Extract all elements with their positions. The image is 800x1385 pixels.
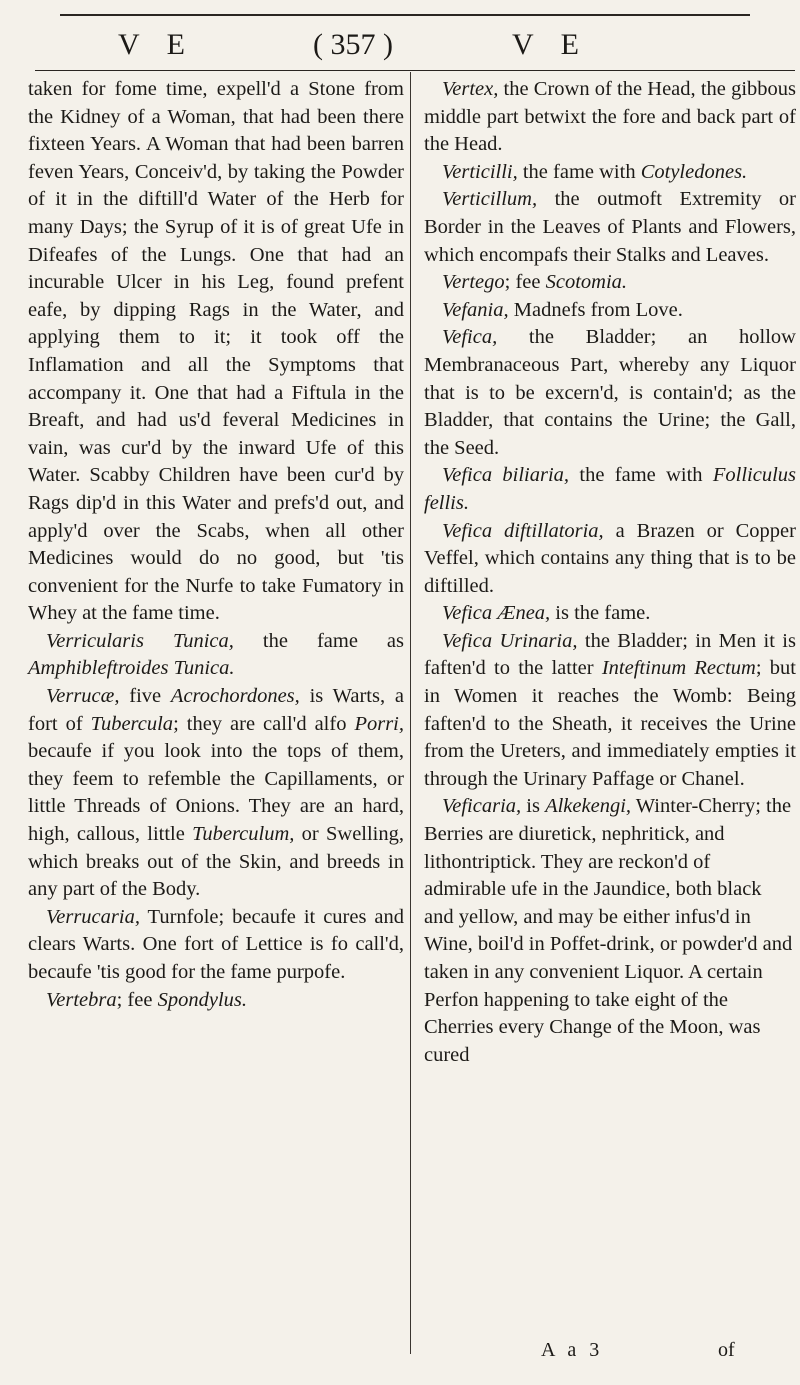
cross-reference: Inteftinum Rectum (601, 657, 756, 680)
entry-term: Veficaria, (442, 795, 522, 818)
header-right: V E (512, 28, 589, 61)
entry-vefica-urinaria (424, 628, 796, 794)
entry-text: or Swelling, which breaks out of the Skin, and breeds in any part of the Body. (28, 823, 404, 901)
cross-reference: Folliculus fellis. (424, 464, 796, 514)
cross-reference: Amphibleftroides Tunica. (28, 657, 235, 680)
header-rule (35, 70, 795, 71)
entry-veficaria (424, 793, 796, 1069)
cross-reference: Spondylus. (157, 988, 247, 1011)
header-left: V E (118, 28, 195, 61)
entry-text: becaufe if you look into the tops of them, they feem to refemble the Capillaments, or little Threads of Onions. They are an hard, high, callous, little (28, 740, 404, 846)
entry-term: Verrucæ, (46, 685, 120, 708)
entry-text: Madnefs from Love. (508, 298, 683, 321)
entry-term: Vertego (442, 271, 505, 294)
entry-term: Verticillum, (442, 188, 538, 211)
entry-term: Vefica, (442, 326, 498, 349)
entry-verrucaria (28, 904, 404, 987)
entry-vefica (424, 324, 796, 462)
right-column (424, 76, 796, 1069)
entry-vertego (424, 269, 796, 297)
cross-reference: Acrochordones, (170, 685, 300, 708)
entry-text: is Warts, a fort of (28, 685, 404, 735)
entry-term: Vertebra (46, 988, 117, 1011)
entry-text: ; but in Women it reaches the Womb: Being faften'd to the Sheath, it receives the Urine from the Ureters, and immediately empties it through the Urinary Paffage or Chanel. (424, 657, 797, 790)
entry-term: Vefica diftillatoria, (442, 519, 604, 542)
running-header (0, 28, 800, 68)
entry-term: Verrucaria, (46, 905, 140, 928)
entry-term: Verticilli, (442, 160, 518, 183)
cross-reference: Tubercula (90, 712, 174, 735)
paragraph: taken for fome time, expell'd a Stone from the Kidney of a Woman, that had been there fixteen Years. A Woman that had been barren feven Years, Conceiv'd, by taking the Powder of it in the diftill'd Water of the Herb for many Days; the Syrup of it is of great Ufe in Difeafes of the Lungs. One that had an incurable Ulcer in his Leg, found prefent eafe, by dipping Rags in the Water, and applying them to it; it took off the Inflamation and all the Symptoms that accompany it. One that had a Fiftula in the Breaft, and had us'd feveral Medicines in vain, was cur'd by the inward Ufe of this Water. Scabby Children have been cur'd by Rags dip'd in this Water and prefs'd out, and apply'd over the Scabs, when all other Medicines would do no good, but 'tis convenient for the Nurfe to take Fumatory in Whey at the fame time. (28, 78, 404, 625)
entry-vefica-biliaria (424, 462, 796, 517)
cross-reference: Alkekengi, (545, 795, 632, 818)
entry-term: Vefania, (442, 298, 509, 321)
entry-text: Winter-Cherry; the Berries are diuretick, nephritick, and lithontriptick. They are reckon'd of admirable ufe in the Jaundice, both black and yellow, and may be either infus'd in Wine, boil'd in Poffet-drink, or powder'd and taken in any convenient Liquor. A certain Perfon happening to take eight of the Cherries every Change of the Moon, was cured (424, 795, 793, 1066)
entry-verricularis (28, 628, 404, 683)
entry-text: the fame as (233, 629, 404, 652)
entry-vertebra (28, 987, 404, 1015)
entry-vefania (424, 297, 796, 325)
entry-text: the Crown of the Head, the gibbous middle part betwixt the fore and back part of the Head. (424, 78, 796, 156)
entry-text: the Bladder; in Men it is faften'd to the latter (424, 629, 796, 680)
entry-text: is (521, 795, 546, 818)
entry-term: Vefica Urinaria, (442, 629, 578, 652)
entry-term: Verricularis Tunica, (46, 629, 234, 652)
entry-verticilli (424, 159, 796, 187)
entry-text: the Bladder; an hollow Membranaceous Part, whereby any Liquor that is to be excern'd, is contain'd; as the Bladder, that contains the Urine; the Gall, the Seed. (424, 326, 796, 459)
entry-term: Vefica Ænea, (442, 602, 551, 625)
entry-text: ; fee (116, 988, 158, 1011)
entry-verrucae (28, 683, 404, 904)
page-number: ( 357 ) (313, 28, 393, 61)
entry-text: the fame with (517, 160, 641, 183)
entry-text: five (119, 685, 171, 708)
entry-text: the fame with (569, 464, 713, 487)
entry-text: ; fee (504, 271, 546, 294)
entry-vefica-diftillatoria (424, 518, 796, 601)
entry-text: a Brazen or Copper Veffel, which contains any thing that is to be diftilled. (424, 519, 796, 597)
entry-text: is the fame. (550, 602, 651, 625)
top-rule (60, 14, 750, 16)
catchword: of (718, 1339, 735, 1361)
entry-vertex (424, 76, 796, 159)
column-divider (410, 72, 411, 1354)
entry-text: the outmoft Extremity or Border in the Leaves of Plants and Flowers, which encompafs their Stalks and Leaves. (424, 188, 796, 266)
signature-mark: A a 3 (541, 1339, 604, 1361)
entry-term: Vertex, (442, 78, 499, 100)
entry-verticillum (424, 186, 796, 269)
cross-reference: Porri, (354, 712, 404, 735)
entry-text: ; they are call'd alfo (173, 712, 355, 735)
cross-reference: Tuberculum, (192, 823, 295, 846)
left-column (28, 76, 404, 1014)
entry-text: Turnfole; becaufe it cures and clears Warts. One fort of Lettice is fo call'd, becaufe 'tis good for the fame purpofe. (28, 905, 404, 983)
cross-reference: Cotyledones. (640, 160, 748, 183)
entry-term: Vefica biliaria, (442, 464, 570, 487)
cross-reference: Scotomia. (545, 271, 628, 294)
entry-vefica-aenea (424, 600, 796, 628)
